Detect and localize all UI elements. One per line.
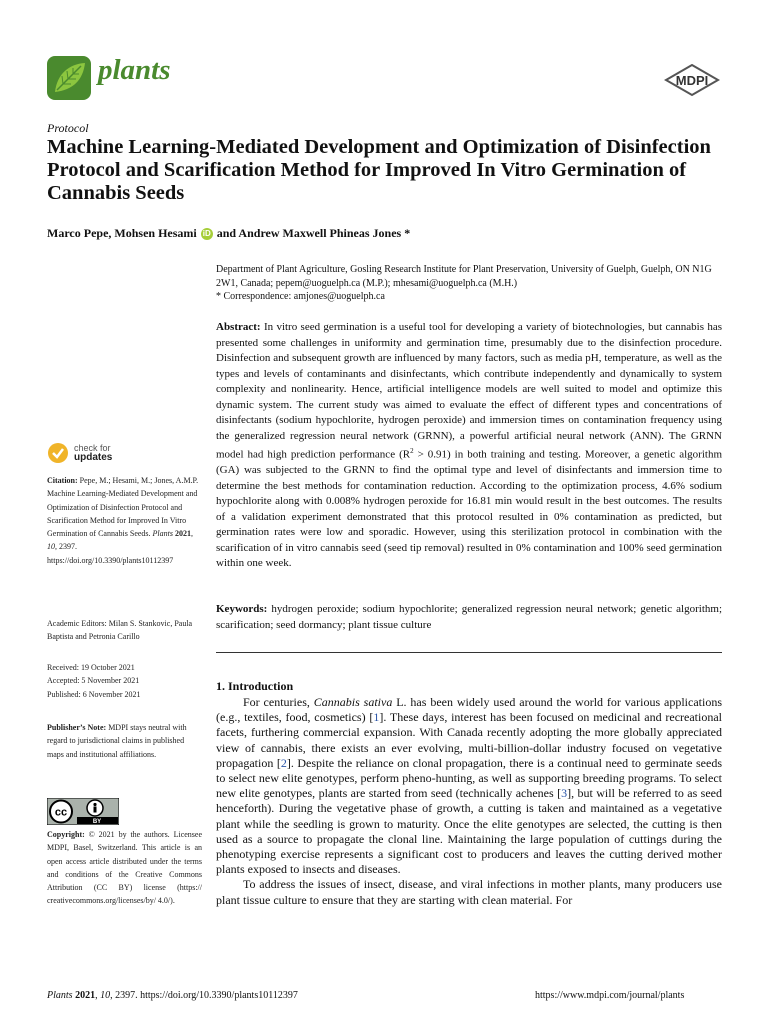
section-heading: 1. Introduction — [216, 679, 294, 693]
check-updates-text: check for updates — [74, 443, 113, 463]
paragraph: To address the issues of insect, disease, and viral infections in mother plants, many producers use plant tissue culture to ensure that they are starting with clean material. For — [216, 877, 722, 907]
authors-part-2: and Andrew Maxwell Phineas Jones * — [216, 226, 411, 240]
article-type: Protocol — [47, 121, 89, 135]
copyright: Copyright: © 2021 by the authors. Licensee MDPI, Basel, Switzerland. This article is an open access article distributed under the terms and conditions of the Creative Commons Attribution (CC BY) license (https:// creativecommons.org/licenses/by/ 4.0/). — [47, 830, 203, 906]
correspondence: * Correspondence: amjones@uoguelph.ca — [216, 291, 385, 302]
svg-text:BY: BY — [92, 819, 102, 825]
affiliations — [216, 263, 726, 304]
abstract-text-2: > 0.91) in both training and testing. Moreover, a genetic algorithm (GA) was subjected to the GRNN to find the optimal type and level of disinfectants and immersion time to determine the best methods for contamination reduction. According to the optimization process, 4.6% sodium hypochlorite along with 0.008% hydrogen peroxide for 16.81 min would result in the best outcomes. The results of a validation experiment demonstrated that this protocol resulted in 0% contamination as predicted, but germination rates were low and sporadic. However, using this sterilization protocol in combination with the scarification of in vitro cannabis seed (seed tip removal) resulted in 0% contamination and 100% seed germination within one week. — [216, 448, 723, 570]
journal-name: plants — [98, 54, 171, 86]
abstract-text-1: In vitro seed germination is a useful tool for developing a variety of biotechnologies, but cannabis has presented some challenges in uniformity and germination time, presumably due to the disinfection procedure. Disinfection and subsequent growth are influenced by many factors, such as media pH, temperature, as well as the types and levels of contaminants and disinfectants, which contribute independently and dynamically to system complexity and nonlinearity. Hence, artificial intelligence models are well suited to model and optimize this dynamic system. The current study was aimed to evaluate the effect of different types and concentrations of disinfectants (sodium hypochlorite, hydrogen peroxide) and immersion times on contamination frequency using the generalized regression neural network (GRNN), a powerful artificial neural network (ANN). The GRNN model had high prediction performance (R — [216, 321, 723, 461]
abstract-label: Abstract: — [216, 321, 261, 333]
keywords-label: Keywords: — [216, 603, 268, 615]
reference-link-3[interactable]: 3 — [561, 786, 568, 801]
citation: Citation: Pepe, M.; Hesami, M.; Jones, A.M.P. Machine Learning-Mediated Development and Optimization of Disinfection Protocol and Scarification Method for Improved In Vitro Germination of Cannabis Seeds. Plants 2021, 10, 2397. https://doi.org/10.3390/plants10112397 — [47, 476, 199, 565]
author-list — [47, 226, 410, 241]
cc-by-license-icon[interactable] — [47, 798, 119, 825]
check-updates-icon — [47, 442, 69, 464]
abstract-superscript: 2 — [410, 447, 414, 455]
reference-link-1[interactable]: 1 — [373, 710, 380, 725]
academic-editors: Academic Editors: Milan S. Stankovic, Paula Baptista and Petronia Carillo — [47, 619, 193, 642]
mdpi-logo-icon — [664, 64, 720, 98]
accepted-date: Accepted: 5 November 2021 — [47, 676, 140, 686]
paragraph: For centuries, Cannabis sativa L. has been widely used around the world for various applications (e.g., textiles, food, cosmetics) [1]. These days, interest has been focused on medicinal and recreational facets, furthering commercial expansion. With Canada recently adopting the more globally appreciated view of cannabis, there exists an ever evolving, multi-billion-dollar industry focused on vegetative propagation [2]. Despite the reliance on clonal propagation, there is a continual need to germinate seeds to select new elite genotypes, perform pheno-hunting, as well as supporting breeding programs. To select new elite genotypes, plants are started from seed (technically achenes [3], but will be referred to as seed henceforth). During the vegetative phase of growth, a cutting is taken and maintained as a vegetative plant while the seedling is grown to maturity. Once the elite genotypes are selected, the cutting is then used as a source to propagate the clonal line. Maintaining the large population of cuttings during the phenotyping exercise represents a significant cost to producers and leaves the cutting derived mother plants exposed to insects and diseases. — [216, 695, 723, 877]
check-for-updates-badge[interactable] — [47, 442, 112, 464]
species-name: Cannabis sativa — [313, 695, 393, 709]
keywords-text: hydrogen peroxide; sodium hypochlorite; generalized regression neural network; genetic algorithm; scarification; seed dormancy; plant tissue culture — [216, 603, 722, 631]
publishers-note: Publisher’s Note: MDPI stays neutral with regard to jurisdictional claims in published maps and institutional affiliations. — [47, 723, 187, 759]
orcid-icon[interactable]: iD — [202, 228, 211, 238]
introduction-body — [216, 695, 722, 908]
reference-link-2[interactable]: 2 — [280, 755, 287, 770]
footer-citation: Plants 2021, 10, 2397. https://doi.org/10.3390/plants10112397 — [47, 990, 298, 1001]
abstract — [216, 320, 722, 572]
article-title: Machine Learning-Mediated Development and Optimization of Disinfection Protocol and Scarification Method for Improved In Vitro Germination of Cannabis Seeds — [47, 136, 711, 204]
publisher-name: MDPI — [675, 73, 709, 88]
plants-leaf-logo-icon — [47, 56, 91, 100]
received-date: Received: 19 October 2021 — [47, 663, 135, 672]
svg-text:cc: cc — [54, 806, 68, 819]
footer-journal-url[interactable]: https://www.mdpi.com/journal/plants — [535, 990, 685, 1001]
authors-part-1: Marco Pepe, Mohsen Hesami — [47, 226, 197, 240]
affiliation-line: Department of Plant Agriculture, Gosling Research Institute for Plant Preservation, University of Guelph, Guelph, ON N1G 2W1, Canada; pepem@uoguelph.ca (M.P.); mhesami@uoguelph.ca (M.H.) — [216, 264, 712, 289]
section-divider — [216, 652, 722, 653]
keywords — [216, 602, 722, 633]
dates — [47, 661, 202, 701]
published-date: Published: 6 November 2021 — [47, 689, 141, 699]
